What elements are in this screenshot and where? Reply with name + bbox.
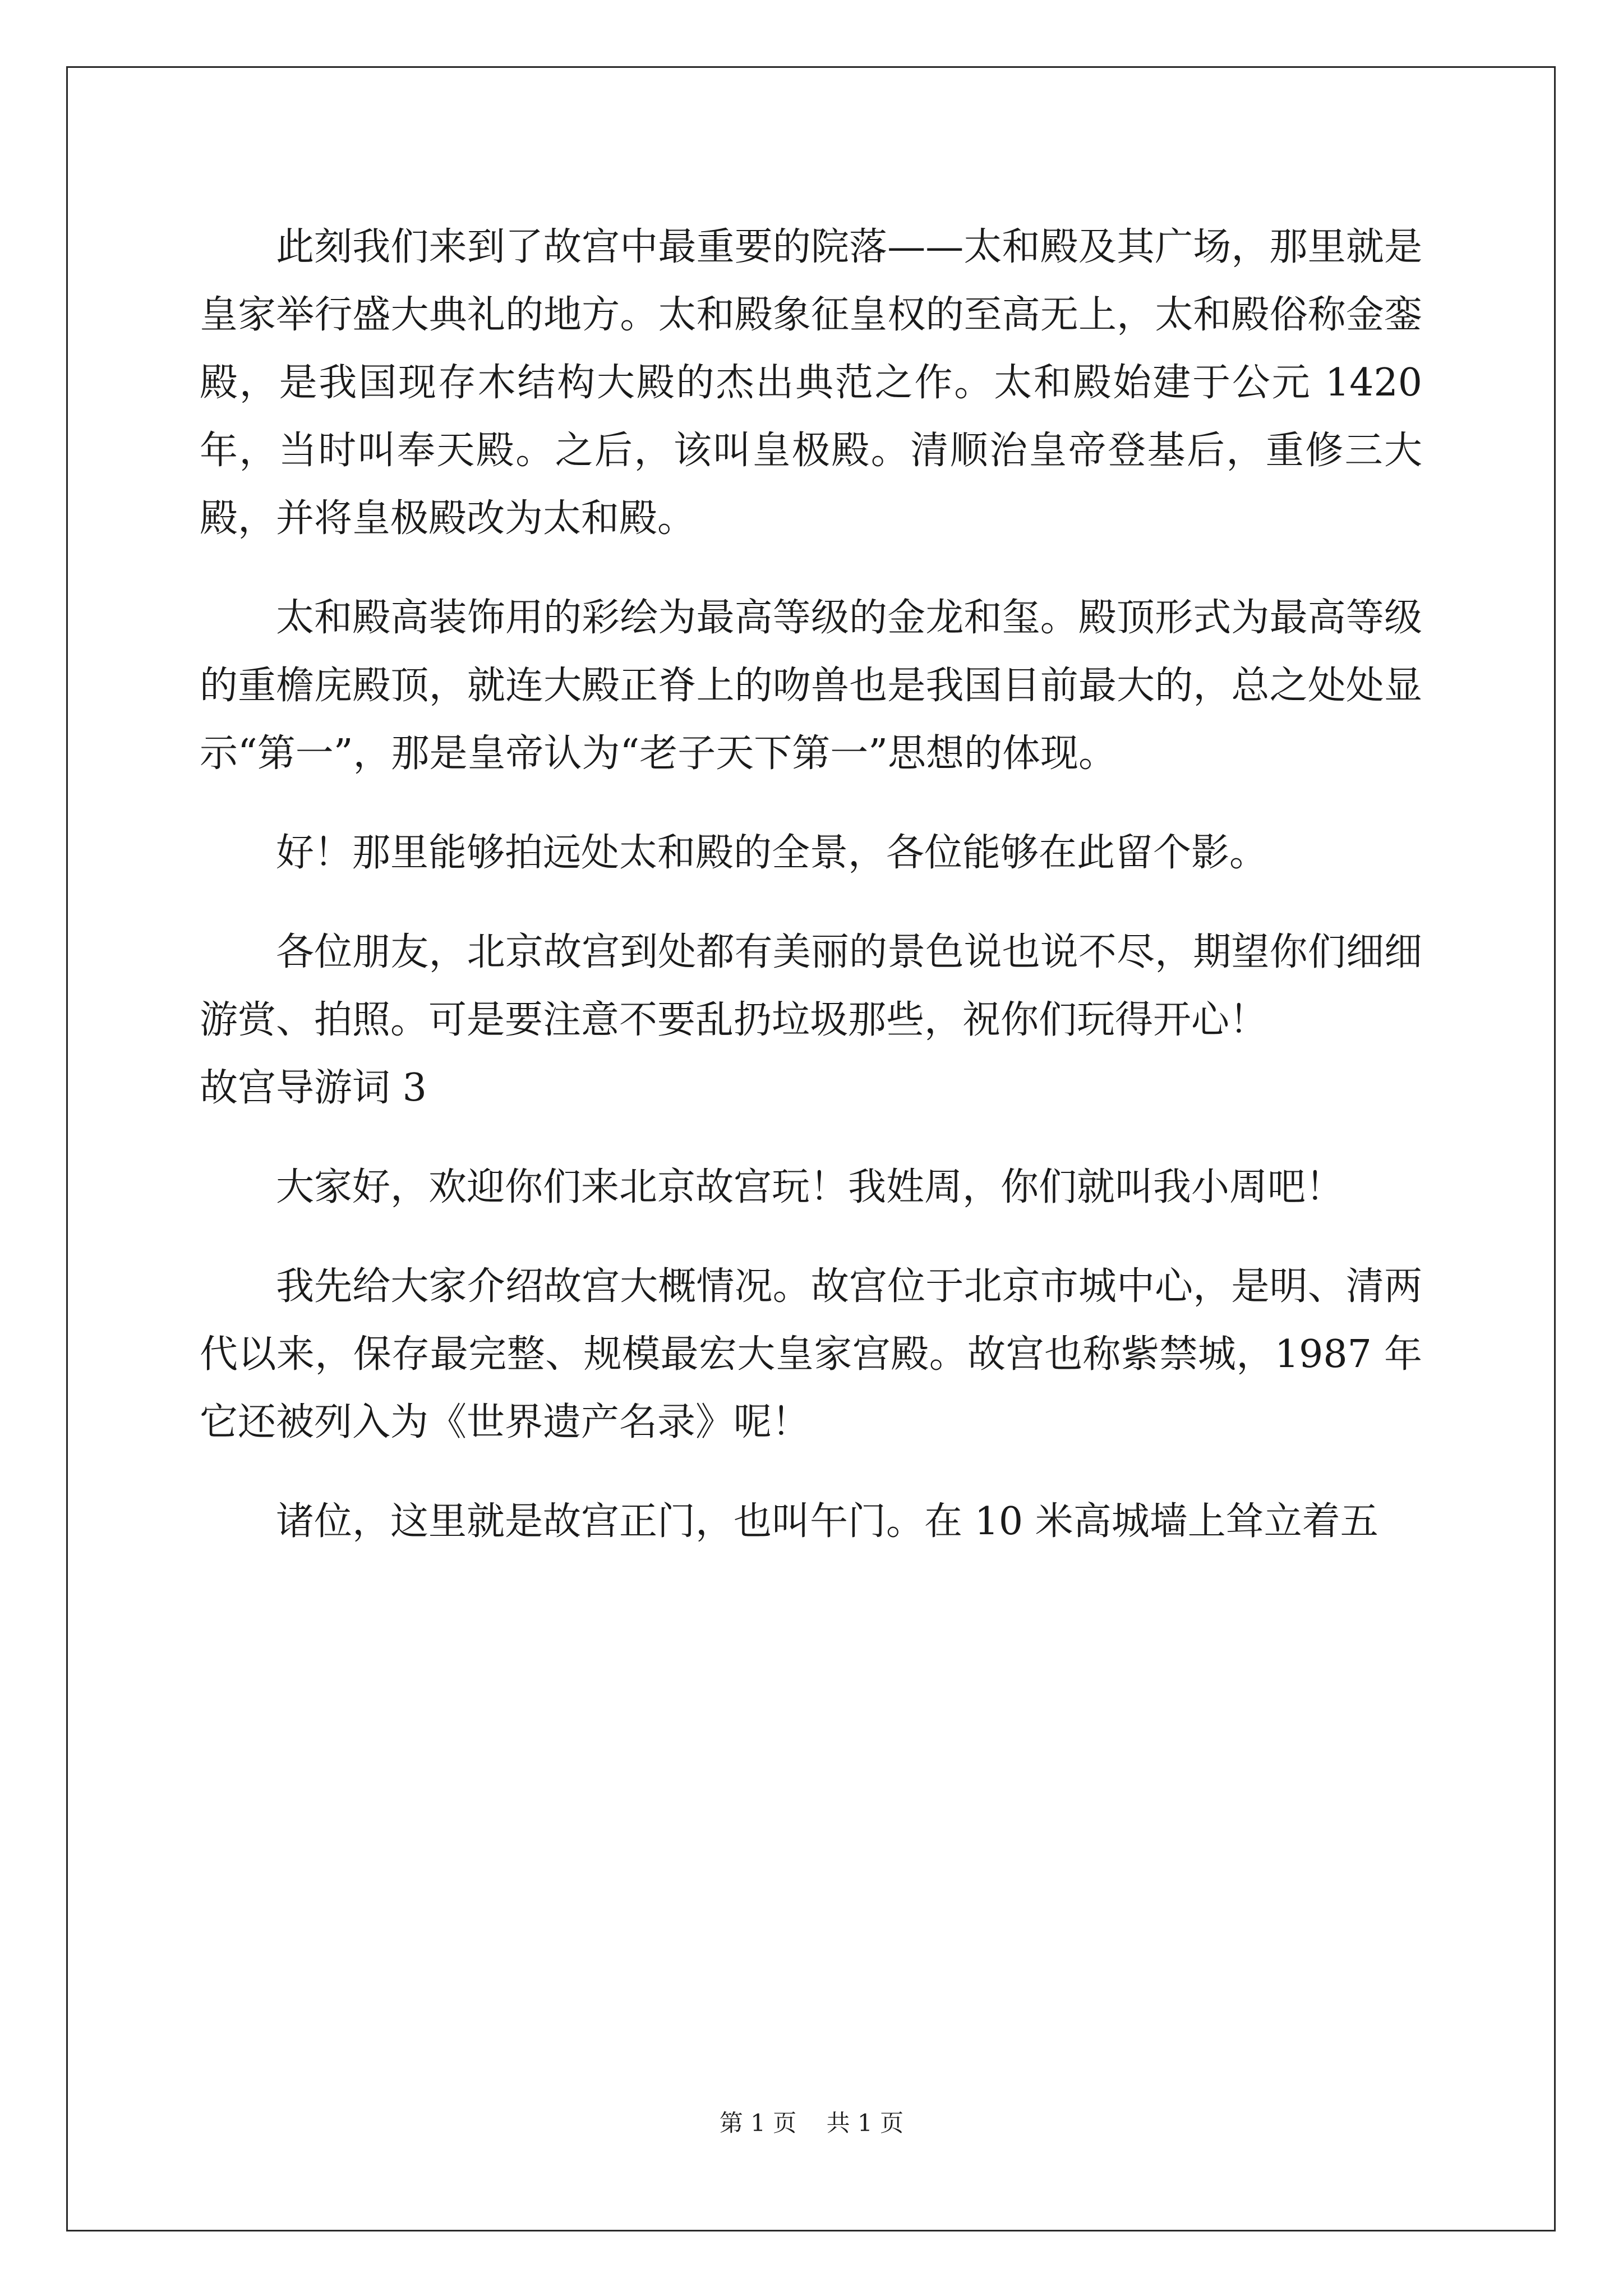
page-footer [0, 2105, 1623, 2138]
paragraph: 此刻我们来到了故宫中最重要的院落——太和殿及其广场，那里就是皇家举行盛大典礼的地方。太和殿象征皇权的至高无上，太和殿俗称金銮殿，是我国现存木结构大殿的杰出典范之作。太和殿始建于公元 1420 年，当时叫奉天殿。之后，该叫皇极殿。清顺治皇帝登基后，重修三大殿，并将皇极殿改为太和殿。 [200, 225, 1422, 541]
document-body [200, 213, 1422, 1587]
paragraph: 我先给大家介绍故宫大概情况。故宫位于北京市城中心，是明、清两代以来，保存最完整、规模最宏大皇家宫殿。故宫也称紫禁城，1987 年它还被列入为《世界遗产名录》呢！ [200, 1264, 1422, 1444]
section-title: 故宫导游词 3 [200, 1066, 427, 1110]
paragraph: 好！那里能够拍远处太和殿的全景，各位能够在此留个影。 [276, 831, 1268, 875]
page-count: 共 1 页 [826, 2109, 904, 2137]
paragraph: 太和殿高装饰用的彩绘为最高等级的金龙和玺。殿顶形式为最高等级的重檐庑殿顶，就连大殿正脊上的吻兽也是我国目前最大的，总之处处显示“第一”，那是皇帝认为“老子天下第一”思想的体现。 [200, 596, 1422, 776]
page-number: 第 1 页 [719, 2109, 797, 2137]
paragraph: 各位朋友，北京故宫到处都有美丽的景色说也说不尽，期望你们细细游赏、拍照。可是要注意不要乱扔垃圾那些，祝你们玩得开心！ [200, 930, 1422, 1042]
paragraph: 大家好，欢迎你们来北京故宫玩！我姓周，你们就叫我小周吧！ [276, 1165, 1344, 1209]
paragraph: 诸位，这里就是故宫正门，也叫午门。在 10 米高城墙上耸立着五 [276, 1499, 1378, 1544]
